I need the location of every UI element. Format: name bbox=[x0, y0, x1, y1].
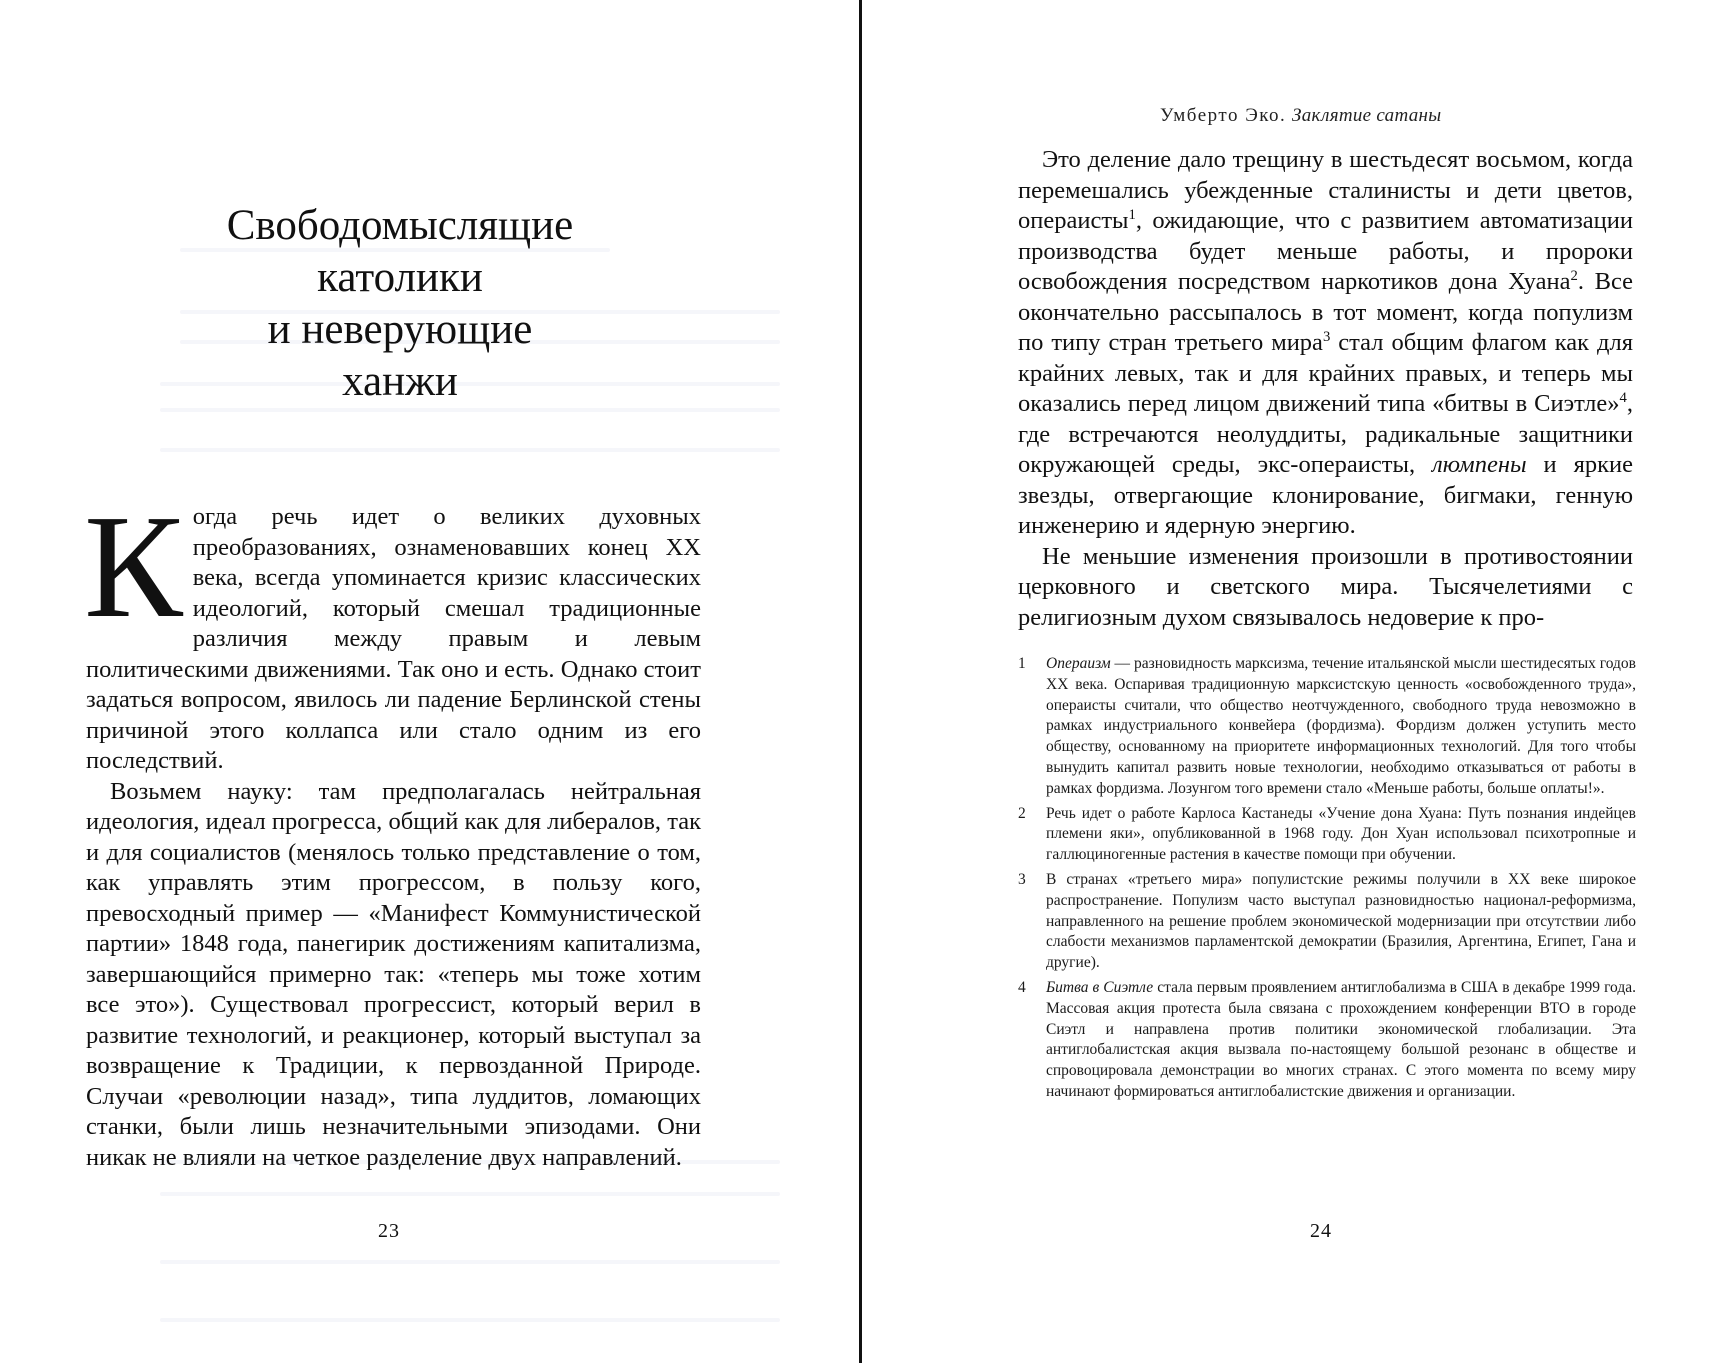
text-run: . Все окончательно рассыпалось в тот момент, когда популизм по типу стран третьего мира bbox=[1018, 268, 1633, 356]
page-number-right: 24 bbox=[1310, 1220, 1332, 1242]
left-body-text bbox=[84, 485, 701, 1173]
text-run: , где встречаются неолуддиты, радикальные защитники окружающей среды, экс-операисты, bbox=[1018, 390, 1633, 478]
running-head bbox=[1160, 105, 1441, 127]
footnote-text: Речь идет о работе Карлоса Кастанеды «Учение дона Хуана: Путь познания индейцев племени яки», опубликованной в 1968 году. Дон Хуан использовал психотропные и галлюциногенные растения в качестве помощи при обучении. bbox=[1046, 804, 1636, 864]
footnote-ref[interactable]: 3 bbox=[1322, 328, 1331, 345]
footnote-number: 4 bbox=[1018, 978, 1026, 996]
drop-cap: К bbox=[84, 485, 183, 649]
footnote bbox=[1018, 870, 1636, 974]
footnote-ref[interactable]: 4 bbox=[1619, 389, 1627, 406]
text-run: Это деление дало трещину в шестьдесят восьмом, когда перемешались убежденные сталинисты и дети цветов, операисты bbox=[1018, 146, 1633, 234]
paragraph-1-text: огда речь идет о великих духовных преобразованиях, ознаменовавших конец XX века, всегда упоминается кризис классических идеологий, который смешал традиционные различия между правым и левым политическими движениями. Так оно и есть. Однако стоит задаться вопросом, явилось ли падение Берлинской стены причиной этого коллапса или стало одним из его последствий. bbox=[86, 503, 701, 774]
text-run: и яркие звезды, отвергающие клонирование, бигмаки, генную инженерию и ядерную энергию. bbox=[1018, 451, 1633, 539]
footnote-term: Битва в Сиэтле bbox=[1046, 978, 1154, 996]
footnote-number: 1 bbox=[1018, 655, 1026, 672]
paragraph-4: Не меньшие изменения произошли в противостоянии церковного и светского мира. Тысячелетиями с религиозным духом связывалось недоверие к про- bbox=[1018, 542, 1633, 631]
footnote-ref[interactable]: 1 bbox=[1128, 206, 1136, 223]
page-number-left: 23 bbox=[378, 1220, 400, 1242]
right-body-text bbox=[1018, 145, 1633, 633]
footnote-text: стала первым проявлением антиглобализма в США в декабре 1999 года. Массовая акция протеста была связана с прохождением конференции ВТО в городе Сиэтл и направлена против политики экономической глобализации. Эта антиглобалистская акция вызвала по-настоящему большой резонанс в обществе и спровоцировала демонстрации во многих странах. С этого момента по всему миру начинают формироваться антиглобалистские движения и организации. bbox=[1046, 978, 1636, 1100]
chapter-title-line: и неверующие bbox=[267, 306, 533, 353]
italic-term: люмпены bbox=[1432, 451, 1527, 478]
footnote-number: 2 bbox=[1018, 804, 1026, 822]
chapter-title-line: католики bbox=[317, 254, 483, 301]
running-head-work: Заклятие сатаны bbox=[1292, 105, 1442, 126]
chapter-title-line: ханжи bbox=[342, 358, 458, 405]
chapter-title bbox=[140, 200, 660, 408]
footnote bbox=[1018, 978, 1636, 1103]
footnote-term: Операизм bbox=[1046, 655, 1111, 672]
footnote bbox=[1018, 654, 1636, 800]
footnote bbox=[1018, 804, 1636, 866]
footnote-ref[interactable]: 2 bbox=[1570, 267, 1578, 284]
running-head-author: Умберто Эко. bbox=[1160, 105, 1287, 126]
chapter-title-line: Свободомыслящие bbox=[226, 202, 574, 249]
paragraph-1 bbox=[84, 485, 701, 777]
text-run: стал общим флагом как для крайних левых, так и для крайних правых, и теперь мы оказались перед лицом движений типа «битвы в Сиэтле» bbox=[1018, 329, 1633, 417]
footnotes bbox=[1018, 654, 1636, 1107]
paragraph-3 bbox=[1018, 145, 1633, 542]
paragraph-2: Возьмем науку: там предполагалась нейтральная идеология, идеал прогресса, общий как для либералов, так и для социалистов (менялось только представление о том, как управлять этим прогрессом, в пользу кого, превосходный пример — «Манифест Коммунистической партии» 1848 года, панегирик достижениям капитализма, завершающийся примерно так: «теперь мы тоже хотим все это»). Существовал прогрессист, который верил в развитие технологий, и реакционер, который выступал за возвращение к Традиции, к первозданной Природе. Случаи «революции назад», типа луддитов, ломающих станки, были лишь незначительными эпизодами. Они никак не влияли на четкое разделение двух направлений. bbox=[86, 777, 701, 1171]
footnote-text: В странах «третьего мира» популистские режимы получили в XX веке широкое распространение. Популизм часто выступал разновидностью национал-реформизма, направленного на решение проблем экономической модернизации при отсутствии либо слабости механизмов парламентской демократии (Бразилия, Аргентина, Египет, Гана и другие). bbox=[1046, 870, 1636, 972]
text-run: , ожидающие, что с развитием автоматизации производства будет меньше работы, и пророки освобождения посредством наркотиков дона Хуана bbox=[1018, 207, 1633, 295]
footnote-text: — разновидность марксизма, течение итальянской мысли шестидесятых годов XX века. Оспаривая традиционную марксистскую ценность «освобожденного труда», операисты считали, что общество неотчужденного, свободного труда невозможно в рамках индустриального конвейера (фордизма). Фордизм должен уступить место обществу, основанному на приоритете информационных технологий. Для того чтобы вынудить капитал развить новые технологии, необходимо отказываться от работы в рамках фордизма. Лозунгом того времени стало «Меньше работы, больше оплаты!». bbox=[1046, 655, 1636, 797]
footnote-number: 3 bbox=[1018, 870, 1026, 888]
